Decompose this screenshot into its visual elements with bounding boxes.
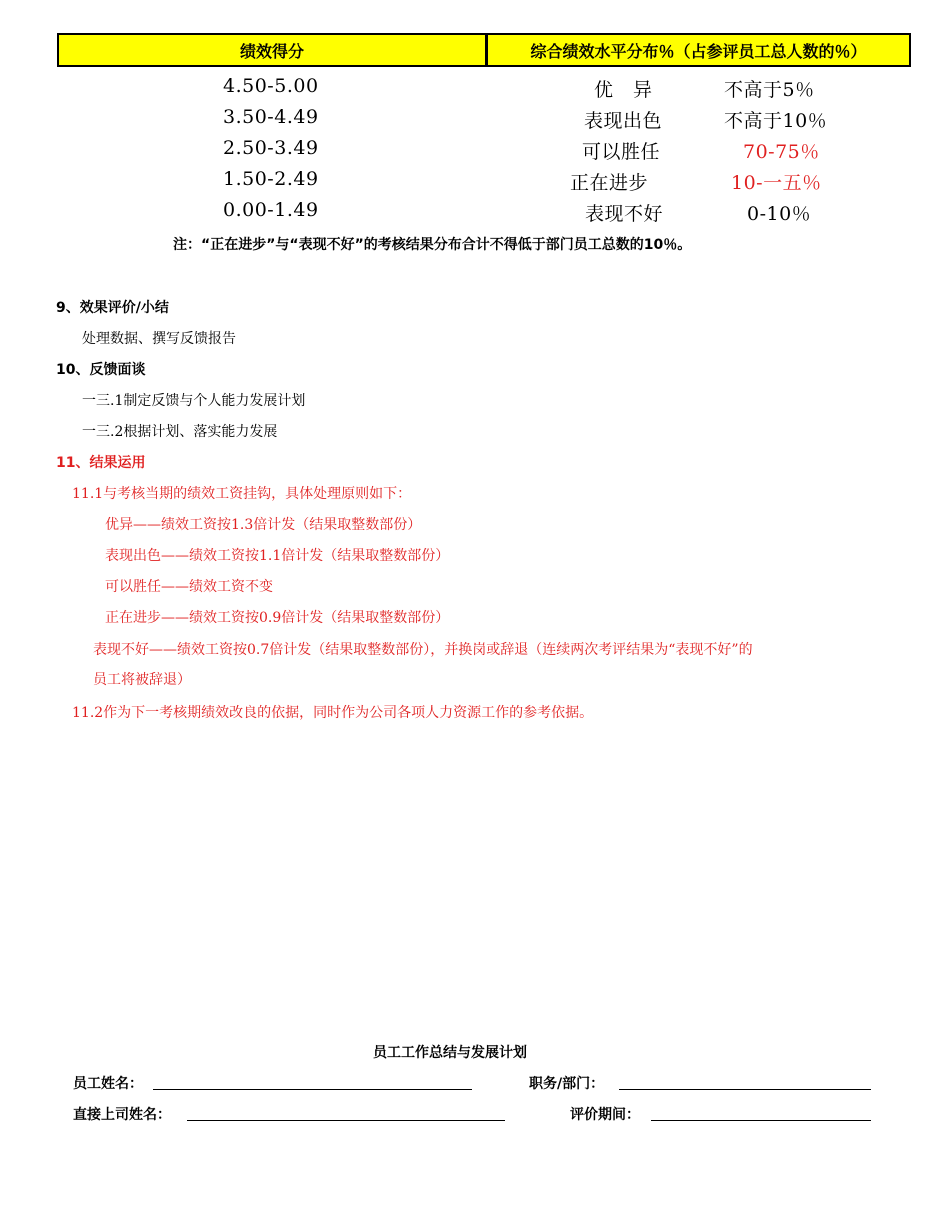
- employee-name-field[interactable]: [153, 1089, 472, 1090]
- section-10-item-2: 一三.2根据计划、落实能力发展: [82, 424, 278, 440]
- score-table-header: [57, 33, 911, 67]
- section-11-item-3: 可以胜任——绩效工资不变: [105, 579, 273, 595]
- row-level: 表现不好: [585, 203, 664, 225]
- row-score: 1.50-2.49: [223, 168, 319, 190]
- section-11-item-5-cont: 员工将被辞退）: [93, 672, 191, 688]
- section-11-item-2: 表现出色——绩效工资按1.1倍计发（结果取整数部份）: [105, 548, 450, 564]
- section-11-title: 11、结果运用: [56, 455, 146, 471]
- employee-name-label: 员工姓名：: [73, 1076, 143, 1092]
- section-10-item-1: 一三.1制定反馈与个人能力发展计划: [82, 393, 306, 409]
- evaluation-period-field[interactable]: [651, 1120, 871, 1121]
- row-score: 4.50-5.00: [223, 75, 319, 97]
- row-distribution: 10-一五％: [731, 172, 822, 194]
- position-field[interactable]: [619, 1089, 871, 1090]
- row-distribution: 0-10％: [747, 203, 812, 225]
- row-level: 优 异: [594, 79, 653, 101]
- row-distribution: 70-75％: [743, 141, 820, 163]
- section-11-intro: 11.1与考核当期的绩效工资挂钩，具体处理原则如下：: [72, 486, 412, 502]
- row-distribution: 不高于10％: [724, 110, 828, 132]
- section-9-text: 处理数据、撰写反馈报告: [82, 331, 236, 347]
- supervisor-name-label: 直接上司姓名：: [73, 1107, 171, 1123]
- evaluation-period-label: 评价期间：: [570, 1107, 640, 1123]
- row-score: 0.00-1.49: [223, 199, 319, 221]
- row-score: 2.50-3.49: [223, 137, 319, 159]
- row-distribution: 不高于5％: [724, 79, 815, 101]
- section-11-closing: 11.2作为下一考核期绩效改良的依据，同时作为公司各项人力资源工作的参考依据。: [72, 705, 594, 721]
- section-11-item-4: 正在进步——绩效工资按0.9倍计发（结果取整数部份）: [105, 610, 450, 626]
- row-level: 正在进步: [570, 172, 649, 194]
- distribution-note: 注：“正在进步”与“表现不好”的考核结果分布合计不得低于部门员工总数的10％。: [173, 237, 692, 253]
- row-level: 表现出色: [584, 110, 663, 132]
- row-level: 可以胜任: [582, 141, 661, 163]
- row-score: 3.50-4.49: [223, 106, 319, 128]
- header-score-cell: 绩效得分: [59, 35, 487, 65]
- position-label: 职务/部门：: [529, 1076, 605, 1092]
- section-11-item-5: 表现不好——绩效工资按0.7倍计发（结果取整数部份），并换岗或辞退（连续两次考评结果为“表现不好”的: [93, 642, 753, 658]
- section-10-title: 10、反馈面谈: [56, 362, 146, 378]
- form-title: 员工工作总结与发展计划: [373, 1045, 527, 1061]
- section-9-title: 9、效果评价/小结: [56, 300, 169, 316]
- supervisor-name-field[interactable]: [187, 1120, 505, 1121]
- section-11-item-1: 优异——绩效工资按1.3倍计发（结果取整数部份）: [105, 517, 422, 533]
- header-distribution-cell: 综合绩效水平分布％（占参评员工总人数的％）: [487, 35, 909, 65]
